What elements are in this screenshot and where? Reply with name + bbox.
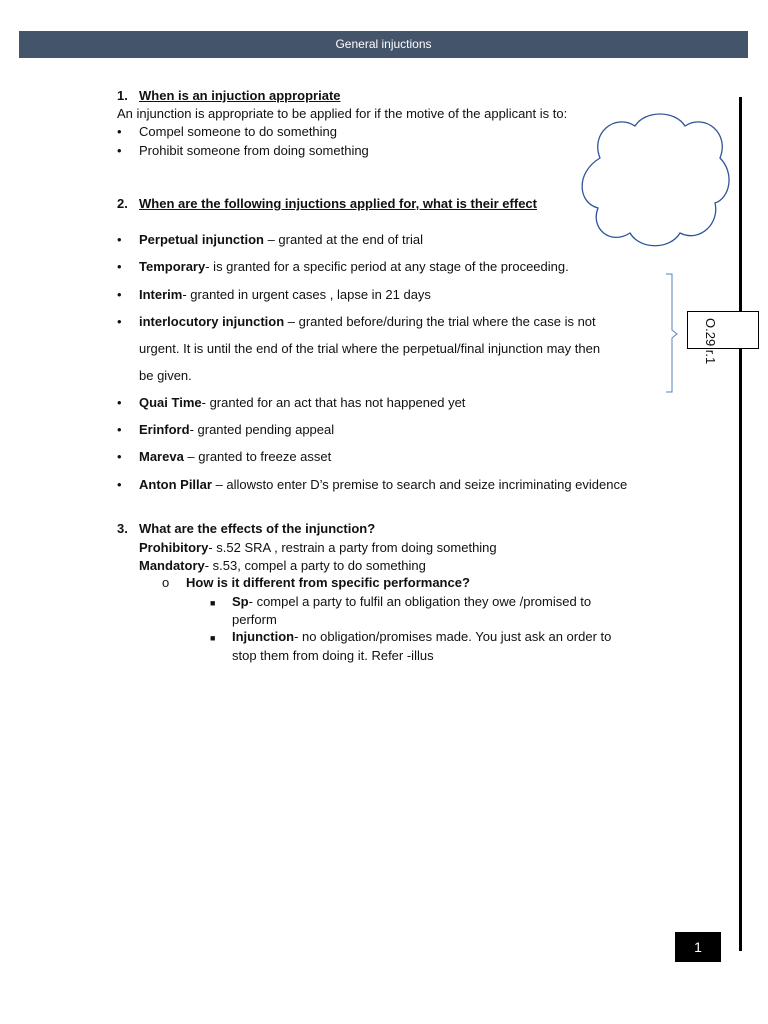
desc: - granted for an act that has not happened yet (201, 395, 466, 410)
sub-bullet: o (162, 575, 170, 590)
desc: – granted to freeze asset (183, 449, 332, 464)
list-item-continuation: urgent. It is until the end of the trial where the perpetual/final injunction may then (139, 341, 601, 356)
list-item: • Temporary- is granted for a specific period at any stage of the proceeding. (117, 259, 569, 274)
term: Prohibitory (139, 540, 209, 555)
term: Anton Pillar (139, 477, 212, 492)
list-item: • interlocutory injunction – granted before/during the trial where the case is not (117, 314, 596, 329)
section2-heading: When are the following injuctions applied for, what is their effect (139, 196, 537, 211)
list-item: • Erinford- granted pending appeal (117, 422, 335, 437)
list-item: • Mareva – granted to freeze asset (117, 449, 332, 464)
sp-line: ■ Sp- compel a party to fulfil an obligation they owe /promised to (210, 594, 592, 609)
section3-heading: What are the effects of the injunction? (139, 521, 376, 536)
list-item: • Interim- granted in urgent cases , lapse in 21 days (117, 287, 431, 302)
term: Erinford (139, 422, 190, 437)
document-title: General injuctions (335, 37, 432, 51)
section3-number: 3. (117, 521, 128, 536)
section2-number: 2. (117, 196, 128, 211)
header-bar (19, 31, 748, 58)
desc: - no obligation/promises made. You just ask an order to (294, 629, 612, 644)
desc: - s.53, compel a party to do something (204, 558, 426, 573)
term: Perpetual injunction (139, 232, 264, 247)
list-item: • Quai Time- granted for an act that has not happened yet (117, 395, 466, 410)
mandatory-line (139, 558, 426, 573)
term: Mandatory (139, 558, 205, 573)
side-note-box (687, 311, 759, 349)
section3-heading-line (117, 521, 375, 536)
prohibitory-line (139, 540, 497, 555)
term: interlocutory injunction (139, 314, 285, 329)
sub-heading: How is it different from specific performance? (186, 575, 470, 590)
term: Sp (232, 594, 249, 609)
list-item-text: Prohibit someone from doing something (139, 143, 369, 158)
list-item-continuation: be given. (139, 368, 192, 383)
desc: – granted before/during the trial where the case is not (284, 314, 596, 329)
section1-heading: When is an injuction appropriate (139, 88, 341, 103)
list-item: • Anton Pillar – allowsto enter D’s premise to search and seize incriminating evidence (117, 477, 628, 492)
cloud-shape (570, 108, 730, 253)
desc: - s.52 SRA , restrain a party from doing something (208, 540, 497, 555)
term: Injunction (232, 629, 295, 644)
term: Mareva (139, 449, 184, 464)
margin-rule (739, 97, 742, 951)
desc: - granted in urgent cases , lapse in 21 days (182, 287, 431, 302)
list-item-text: Compel someone to do something (139, 124, 338, 139)
bracket (664, 272, 680, 396)
side-note-label: O.29 r.1 (703, 318, 718, 365)
desc: – allowsto enter D’s premise to search and seize incriminating evidence (211, 477, 628, 492)
list-item: • Perpetual injunction – granted at the end of trial (117, 232, 423, 247)
desc: - granted pending appeal (189, 422, 335, 437)
section1-number: 1. (117, 88, 128, 103)
injunction-line: ■ Injunction- no obligation/promises made. You just ask an order to (210, 629, 612, 644)
section1-heading-line (117, 88, 341, 103)
sp-line-continuation: perform (232, 612, 277, 627)
term: Quai Time (139, 395, 202, 410)
page-number: 1 (694, 939, 702, 955)
sub-heading-line (162, 575, 470, 590)
list-item: • Compel someone to do something (117, 124, 338, 139)
list-item: • Prohibit someone from doing something (117, 143, 369, 158)
page-number-box (675, 932, 721, 962)
desc: – granted at the end of trial (263, 232, 423, 247)
desc: - compel a party to fulfil an obligation they owe /promised to (248, 594, 592, 609)
term: Interim (139, 287, 183, 302)
section1-intro: An injunction is appropriate to be applied for if the motive of the applicant is to: (117, 106, 568, 121)
section2-heading-line (117, 196, 537, 211)
desc: - is granted for a specific period at any stage of the proceeding. (205, 259, 569, 274)
term: Temporary (139, 259, 206, 274)
injunction-line-continuation: stop them from doing it. Refer -illus (232, 648, 434, 663)
